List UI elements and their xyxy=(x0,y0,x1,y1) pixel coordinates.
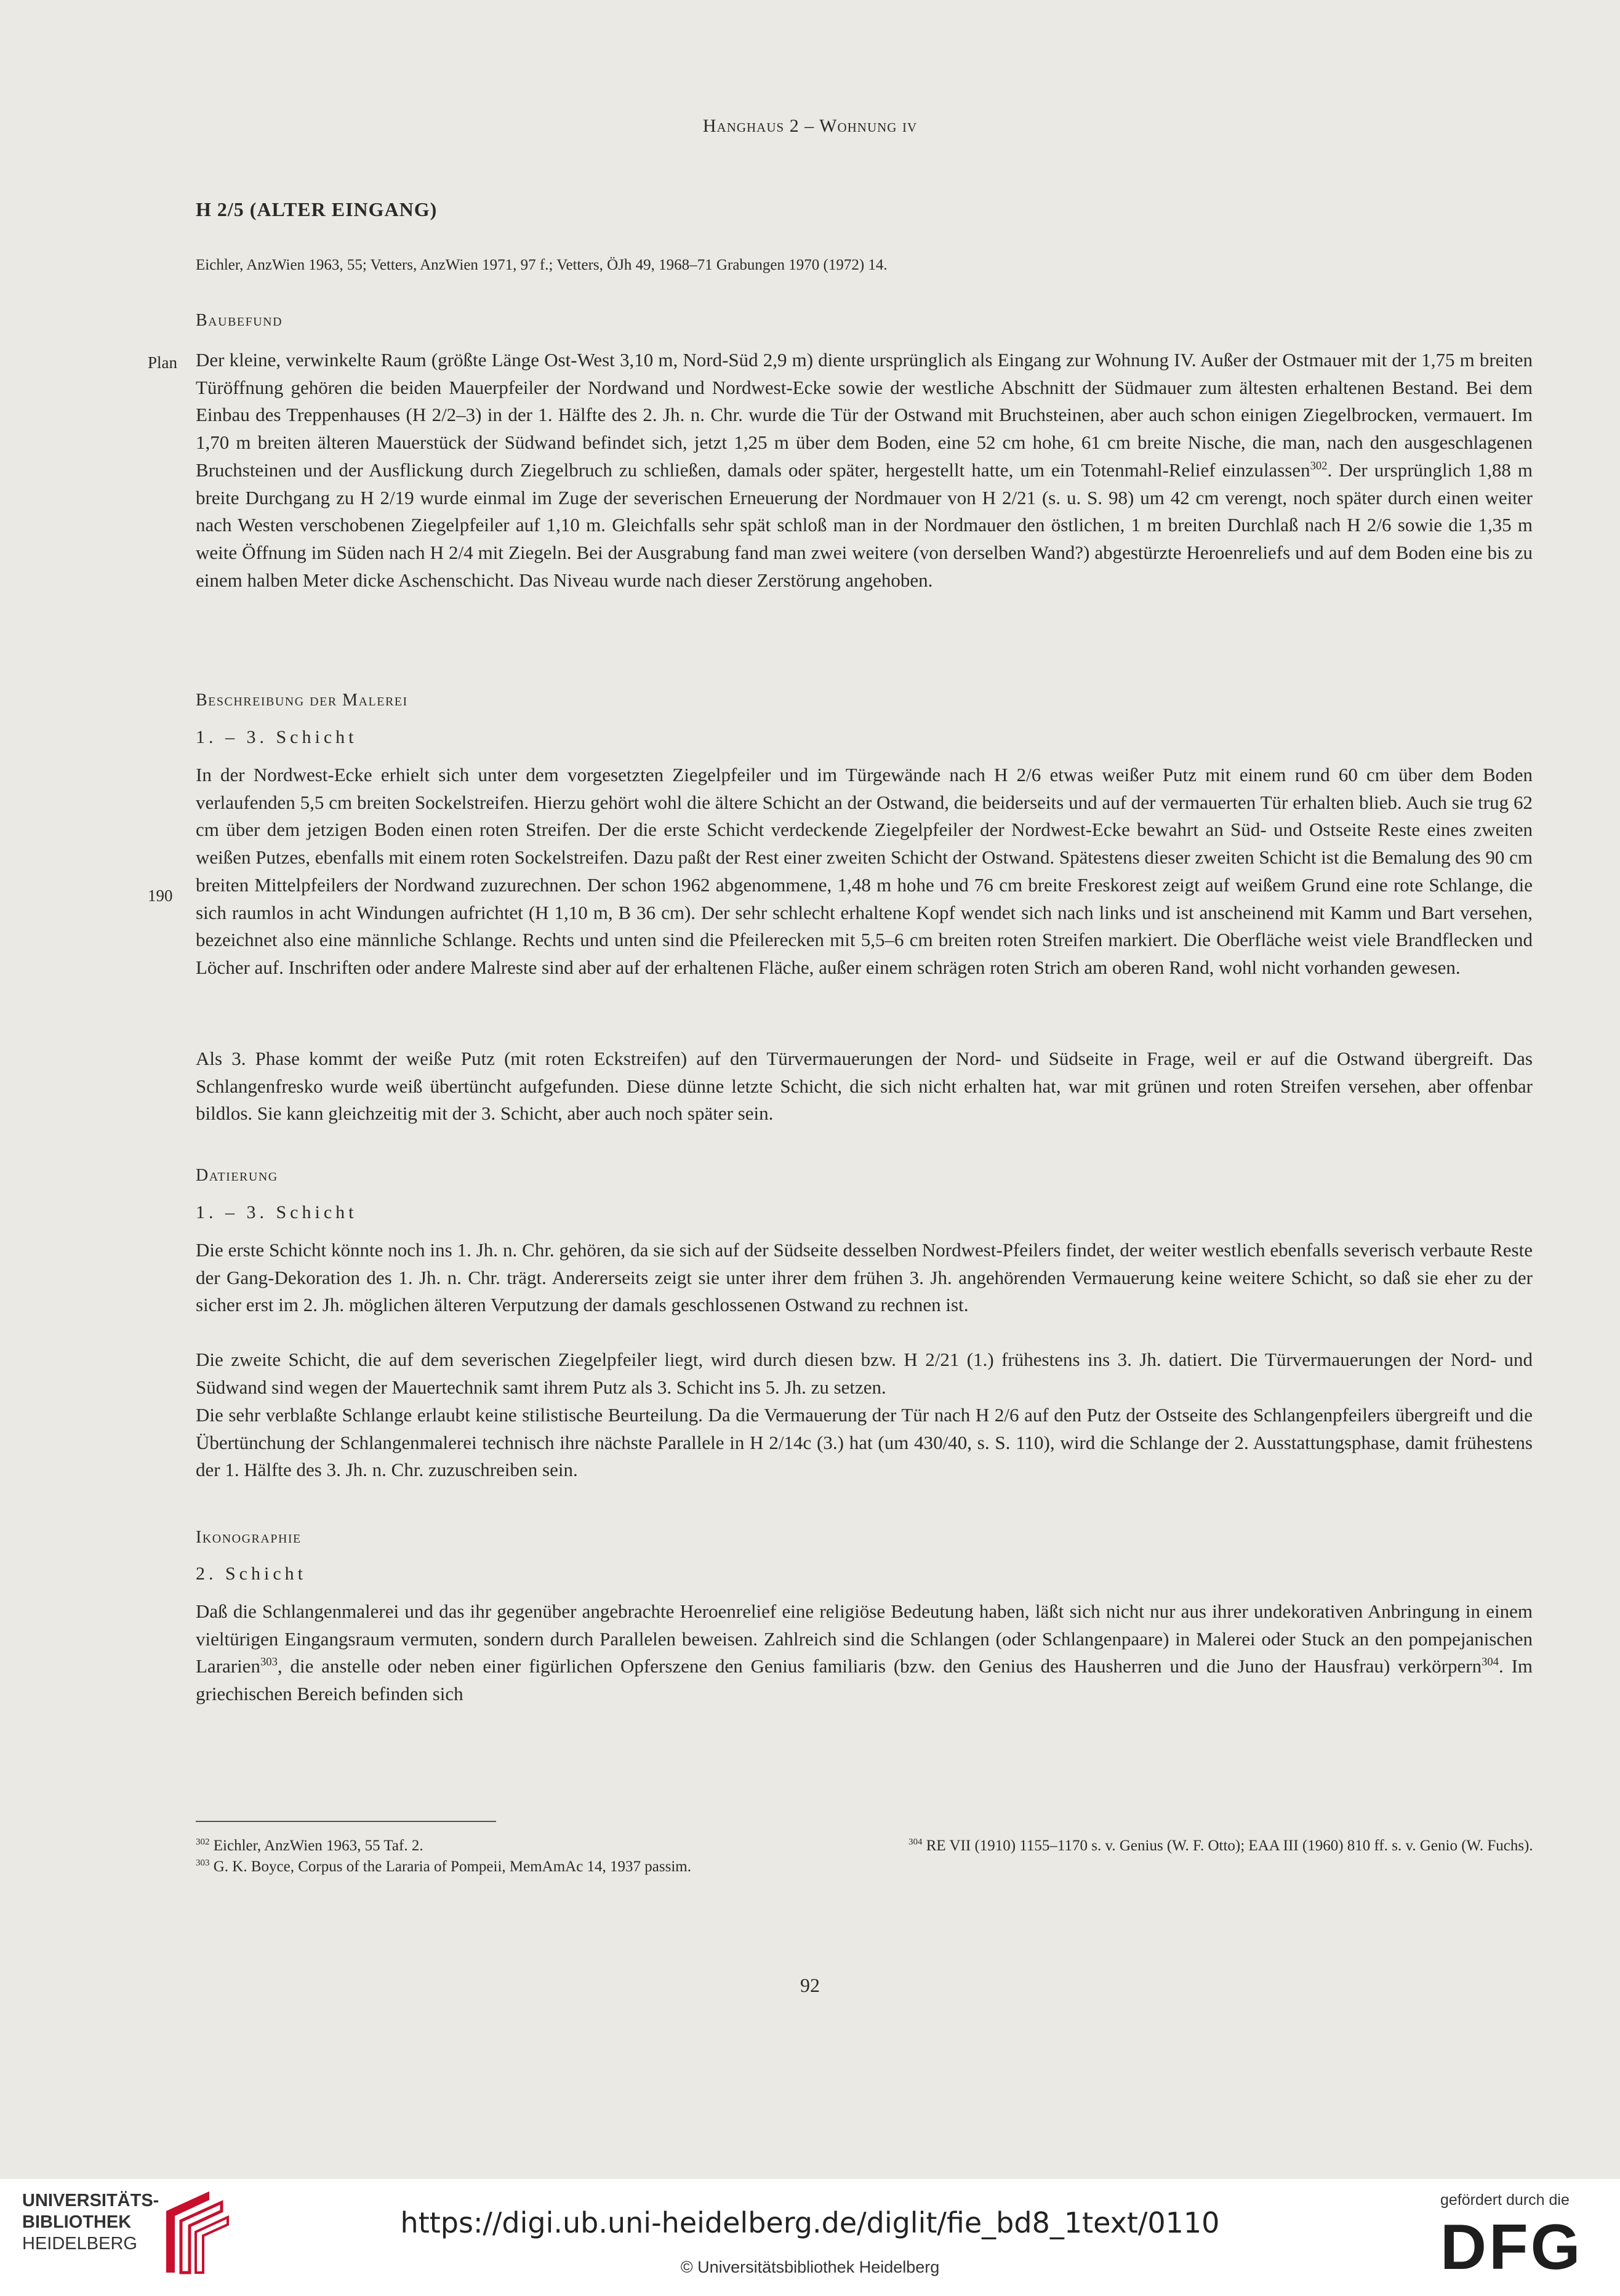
paragraph-datierung-2: Die zweite Schicht, die auf dem severischen Ziegelpfeiler liegt, wird durch diesen bzw. H 2/21 (1.) frühestens ins 3. Jh. datiert. Die Türvermauerungen der Nord- und Südwand sind wegen der Mauertechnik samt ihrem Putz als 3. Schicht ins 5. Jh. zu setzen. xyxy=(196,1349,1533,1398)
running-head: Hanghaus 2 – Wohnung iv xyxy=(702,116,918,136)
footnote-ref-304[interactable]: 304 xyxy=(1482,1656,1499,1669)
subheading-ikonographie: 2. Schicht xyxy=(196,1563,307,1584)
footnote-302: $^{302}$ Eichler, AnzWien 1963, 55 Taf. 2. xyxy=(196,1837,423,1854)
heading-datierung: Datierung xyxy=(196,1166,278,1185)
paragraph-ikonographie: Daß die Schlangenmalerei und das ihr gegenüber angebrachte Heroenrelief eine religiöse Bedeutung haben, läßt sich nicht nur aus ihrer undekorativen Anbringung in einem vieltürigen Eingangsraum vermuten, sondern durch Parallelen beweisen. Zahlreich sind die Schlangen (oder Schlangenpaare) in Malerei oder Stuck an den pompejanischen Lararien$^{303}$, die anstelle oder neben einer figürlichen Opferszene den Genius familiaris (bzw. den Genius des Hausherren und die Juno der Hausfrau) verkörpern$^{304}$. Im griechischen Bereich befinden sich xyxy=(196,1600,1533,1705)
funding-caption: gefördert durch die xyxy=(1440,2191,1570,2209)
footnote-ref-302[interactable]: 302 xyxy=(1310,459,1328,473)
dfg-logo[interactable]: DFG xyxy=(1440,2212,1583,2283)
library-logo[interactable]: UNIVERSITÄTS- BIBLIOTHEK HEIDELBERG xyxy=(22,2191,159,2254)
footnote-304: $^{304}$ RE VII (1910) 1155–1170 s. v. Genius (W. F. Otto); EAA III (1960) 810 ff. s. v. Genio (W. Fuchs). xyxy=(908,1837,1533,1854)
paragraph-malerei-1: In der Nordwest-Ecke erhielt sich unter dem vorgesetzten Ziegelpfeiler und im Türgewände nach H 2/6 etwas weißer Putz mit einem rund 60 cm über dem Boden verlaufenden 5,5 cm breiten Sockelstreifen. Hierzu gehört wohl die ältere Schicht an der Ostwand, die beiderseits und auf der vermauerten Tür erhalten blieb. Auch sie trug 62 cm über dem jetzigen Boden einen roten Streifen. Der die erste Schicht verdeckende Ziegelpfeiler der Nordwest-Ecke bewahrt an Süd- und Ostseite Reste eines zweiten weißen Putzes, ebenfalls mit einem roten Sockelstreifen. Dazu paßt der Rest einer zweiten Schicht der Ostwand. Spätestens dieser zweiten Schicht ist die Bemalung des 90 cm breiten Mittelpfeilers der Nordwand zuzurechnen. Der schon 1962 abgenommene, 1,48 m hohe und 76 cm breite Freskorest zeigt auf weißem Grund eine rote Schlange, die sich raumlos in acht Windungen aufrichtet (H 1,10 m, B 36 cm). Der sehr schlecht erhaltene Kopf wendet sich nach links und ist anscheinend mit Kamm und Bart versehen, bezeichnet also eine männliche Schlange. Rechts und unten sind die Pfeilerecken mit 5,5–6 cm breiten roten Streifen markiert. Die Oberfläche weist viele Brandflecken und Löcher auf. Inschriften oder andere Malreste sind aber auf der erhaltenen Fläche, außer einem schrägen roten Strich am oberen Rand, wohl nicht vorhanden gewesen. xyxy=(196,764,1533,978)
footnote-ref-303[interactable]: 303 xyxy=(260,1656,278,1669)
paragraph-baubefund: Der kleine, verwinkelte Raum (größte Länge Ost-West 3,10 m, Nord-Süd 2,9 m) diente ursprünglich als Eingang zur Wohnung IV. Außer der Ostmauer mit der 1,75 m breiten Türöffnung gehören die beiden Mauerpfeiler der Nordwand und Nordwest-Ecke sowie der westliche Abschnitt der Südmauer zum ältesten erhaltenen Bestand. Bei dem Einbau des Treppenhauses (H 2/2–3) in der 1. Hälfte des 2. Jh. n. Chr. wurde die Tür der Ostwand mit Bruchsteinen, aber auch schon einigen Ziegelbrocken, vermauert. Im 1,70 m breiten älteren Mauerstück der Südwand befindet sich, jetzt 1,25 m über dem Boden, eine 52 cm hohe, 61 cm breite Nische, die man, nach den ausgeschlagenen Bruchsteinen und der Ausflickung durch Ziegelbruch zu schließen, damals oder später, hergestellt hatte, um ein Totenmahl-Relief einzulassen$^{302}$. Der ursprünglich 1,88 m breite Durchgang zu H 2/19 wurde einmal im Zuge der severischen Erneuerung der Nordmauer von H 2/21 (s. u. S. 98) um 42 cm verengt, noch später durch einen weiter nach Westen verschobenen Ziegelpfeiler auf 1,10 m. Gleichfalls sehr spät schloß man in der Nordmauer den östlichen, 1 m breiten Durchlaß nach H 2/6 sowie die 1,35 m weite Öffnung im Süden nach H 2/4 mit Ziegeln. Bei der Ausgrabung fand man zwei weitere (von derselben Wand?) abgestürzte Heroenreliefs und auf dem Boden eine bis zu einem halben Meter dicke Aschenschicht. Das Niveau wurde nach dieser Zerstörung angehoben. xyxy=(196,349,1533,591)
paragraph-datierung-1: Die erste Schicht könnte noch ins 1. Jh. n. Chr. gehören, da sie sich auf der Südseite desselben Nordwest-Pfeilers findet, der weiter westlich ebenfalls severisch verbaute Reste der Gang-Dekoration des 1. Jh. n. Chr. trägt. Andererseits zeigt sie unter ihrer dem frühen 3. Jh. angehörenden Vermauerung keine weitere Schicht, so daß sie eher zu der sicher erst im 2. Jh. möglichen älteren Verputzung der damals geschlossenen Ostwand zu rechnen ist. xyxy=(196,1239,1533,1316)
margin-note-plate: 190 xyxy=(148,886,173,905)
heading-baubefund: Baubefund xyxy=(196,311,283,330)
section-title: H 2/5 (ALTER EINGANG) xyxy=(196,198,438,220)
subheading-malerei: 1. – 3. Schicht xyxy=(196,727,358,747)
paragraph-malerei-2: Als 3. Phase kommt der weiße Putz (mit roten Eckstreifen) auf den Türvermauerungen der Nord- und Südseite in Frage, weil er auf die Ostwand übergreift. Das Schlangenfresko wurde weiß übertüncht aufgefunden. Diese dünne letzte Schicht, die sich nicht erhalten hat, war mit grünen und roten Streifen versehen, aber offenbar bildlos. Sie kann gleichzeitig mit der 3. Schicht, aber auch noch später sein. xyxy=(196,1048,1533,1125)
copyright-notice: © Universitätsbibliothek Heidelberg xyxy=(680,2258,940,2276)
heading-ikonographie: Ikonographie xyxy=(196,1528,302,1547)
permalink-url[interactable]: https://digi.ub.uni-heidelberg.de/diglit/fie_bd8_1text/0110 xyxy=(400,2206,1220,2239)
footnote-303: $^{303}$ G. K. Boyce, Corpus of the Lararia of Pompeii, MemAmAc 14, 1937 passim. xyxy=(196,1858,692,1875)
bibliographic-references: Eichler, AnzWien 1963, 55; Vetters, AnzWien 1971, 97 f.; Vetters, ÖJh 49, 1968–71 Grabungen 1970 (1972) 14. xyxy=(196,257,888,273)
margin-note-plan: Plan xyxy=(148,353,178,372)
footnote-rule xyxy=(196,1821,496,1822)
subheading-datierung: 1. – 3. Schicht xyxy=(196,1202,358,1222)
paragraph-datierung-3: Die sehr verblaßte Schlange erlaubt keine stilistische Beurteilung. Da die Vermauerung der Tür nach H 2/6 auf den Putz der Ostseite des Schlangenpfeilers übergreift und die Übertünchung der Schlangenmalerei technisch ihre nächste Parallele in H 2/14c (3.) hat (um 430/40, s. S. 110), wird die Schlange der 2. Ausstattungsphase, damit frühestens der 1. Hälfte des 3. Jh. n. Chr. zuzuschreiben sein. xyxy=(196,1404,1533,1481)
heading-malerei: Beschreibung der Malerei xyxy=(196,691,408,710)
page-number: 92 xyxy=(800,1974,820,1996)
